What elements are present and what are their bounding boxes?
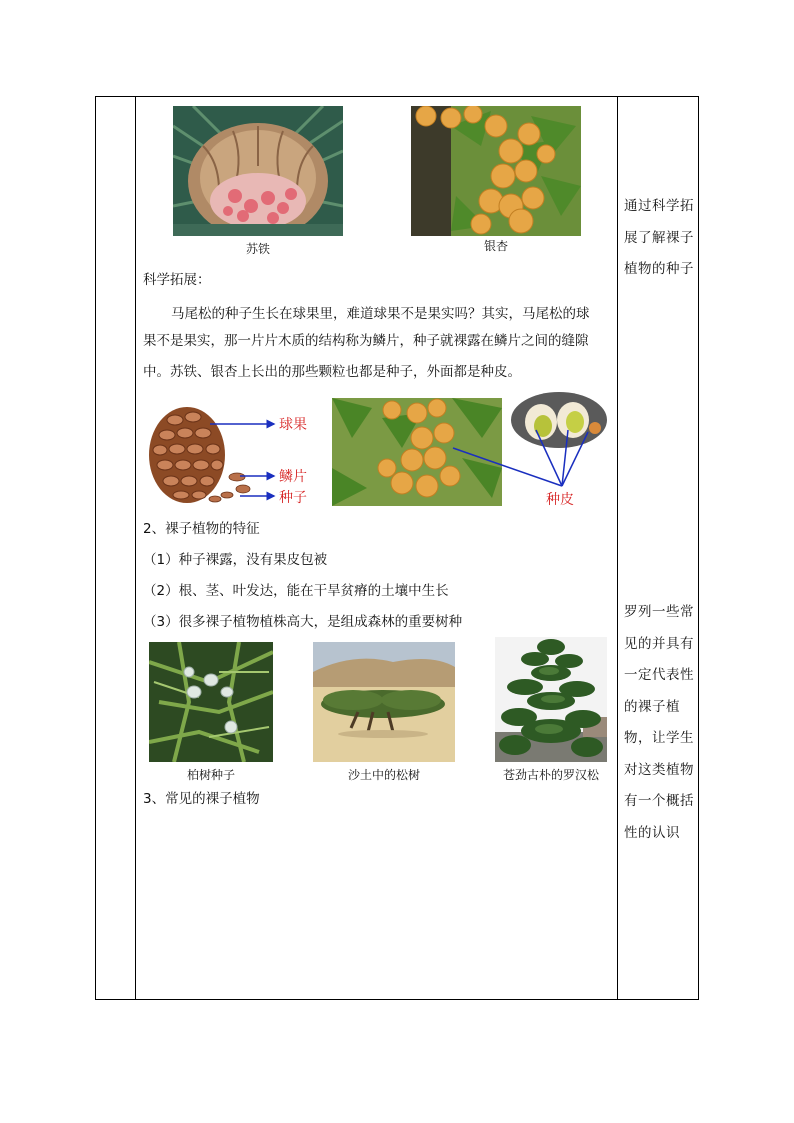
podocarpus-photo (495, 637, 607, 762)
cone-label: 球果 (279, 417, 307, 433)
cycad-caption: 苏铁 (245, 242, 270, 256)
ginkgo-caption: 银杏 (483, 239, 508, 253)
feature-3: （3）很多裸子植物植株高大，是组成森林的重要树种 (143, 614, 463, 630)
side-note-2-line: 一定代表性 (624, 667, 694, 683)
side-note-1-line: 展了解裸子 (624, 229, 694, 246)
seed-coat-label: 种皮 (546, 492, 574, 508)
side-note-2-line: 对这类植物 (624, 761, 694, 778)
side-note-1-line: 植物的种子 (624, 261, 694, 277)
cypress-seed-photo (149, 642, 273, 762)
section2-title: 2、裸子植物的特征 (143, 521, 260, 537)
cone-arrows (210, 414, 280, 504)
extension-line-3: 中。苏铁、银杏上长出的那些颗粒也都是种子，外面都是种皮。 (143, 364, 521, 380)
section3-title: 3、常见的裸子植物 (143, 791, 260, 807)
extension-title: 科学拓展： (143, 272, 211, 288)
side-note-2-line: 有一个概括 (624, 793, 694, 809)
seed-coat-lines (450, 410, 600, 500)
side-note-1 (624, 191, 694, 286)
column-divider-right (617, 96, 618, 1000)
podocarpus-caption: 苍劲古朴的罗汉松 (502, 768, 599, 782)
column-divider-left (135, 96, 136, 1000)
feature-2: （2）根、茎、叶发达，能在干旱贫瘠的土壤中生长 (143, 583, 449, 599)
seed-label: 种子 (279, 490, 307, 506)
ginkgo-photo (411, 106, 581, 236)
feature-1: （1）种子裸露，没有果皮包被 (143, 552, 328, 568)
scale-label: 鳞片 (279, 469, 307, 485)
cycad-photo (173, 106, 343, 236)
side-note-2-line: 性的认识 (624, 824, 680, 841)
side-note-2-line: 见的并具有 (624, 635, 694, 652)
extension-line-1: 马尾松的种子生长在球果里，难道球果不是果实吗？其实，马尾松的球 (171, 306, 590, 322)
side-note-2-line: 罗列一些常 (624, 604, 694, 620)
cypress-caption: 柏树种子 (186, 768, 235, 782)
side-note-2-line: 的裸子植 (624, 698, 680, 715)
pine-caption: 沙土中的松树 (347, 768, 420, 782)
extension-line-2: 果不是果实，那一片片木质的结构称为鳞片，种子就裸露在鳞片之间的缝隙 (143, 333, 589, 349)
side-note-2 (624, 597, 694, 849)
side-note-2-line: 物，让学生 (624, 730, 694, 746)
side-note-1-line: 通过科学拓 (624, 198, 694, 214)
pine-in-sand-photo (313, 642, 455, 762)
